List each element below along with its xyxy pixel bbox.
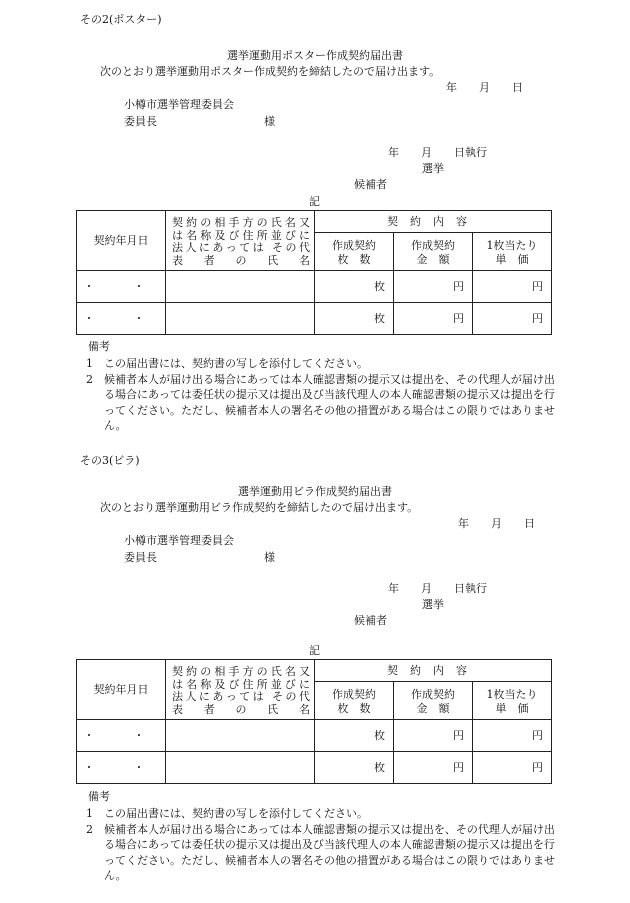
addressee-honorific: 様 <box>264 551 275 564</box>
row-date[interactable]: ・ ・ <box>77 752 166 784</box>
sub-amount: 作成契約 金 額 <box>394 682 473 720</box>
remarks-list <box>86 806 556 884</box>
sub-amount: 作成契約 金 額 <box>394 233 473 271</box>
ki-label: 記 <box>309 644 320 657</box>
form-title: 選挙運動用ポスター作成契約届出書 <box>227 49 403 62</box>
form-title: 選挙運動用ビラ作成契約届出書 <box>238 485 392 498</box>
row-amount[interactable]: 円 <box>394 752 473 784</box>
election-date: 年 月 日執行 <box>388 146 487 159</box>
sub-unit-price: 1枚当たり 単 価 <box>473 682 552 720</box>
col-contract-date: 契約年月日 <box>77 660 166 720</box>
col-contract-content: 契約内容 <box>315 660 552 682</box>
row-count[interactable]: 枚 <box>315 303 394 335</box>
section-label: その2(ポスター) <box>80 13 162 26</box>
row-amount[interactable]: 円 <box>394 271 473 303</box>
ki-label: 記 <box>309 195 320 208</box>
intro-text: 次のとおり選挙運動用ポスター作成契約を締結したので届け出ます。 <box>100 65 441 78</box>
row-date[interactable]: ・ ・ <box>77 271 166 303</box>
election-label: 選挙 <box>422 598 444 611</box>
election-date: 年 月 日執行 <box>388 582 487 595</box>
sub-count: 作成契約 枚 数 <box>315 682 394 720</box>
row-count[interactable]: 枚 <box>315 720 394 752</box>
candidate-label: 候補者 <box>354 178 387 191</box>
contract-table <box>76 210 552 335</box>
table-row <box>77 303 552 335</box>
row-amount[interactable]: 円 <box>394 720 473 752</box>
table-row <box>77 271 552 303</box>
col-contract-content: 契約内容 <box>315 211 552 233</box>
row-unit-price[interactable]: 円 <box>473 720 552 752</box>
section-label: その3(ビラ) <box>80 454 140 467</box>
remark-item: 1 この届出書には、契約書の写しを添付してください。 <box>86 807 368 820</box>
col-contract-party: 契約の相手方の氏名又 は名称及び住所並びに 法人にあっては その代 表 者 の 氏 名 <box>166 211 315 271</box>
candidate-label: 候補者 <box>354 614 387 627</box>
contract-table <box>76 659 552 784</box>
row-count[interactable]: 枚 <box>315 752 394 784</box>
table-row <box>77 720 552 752</box>
row-amount[interactable]: 円 <box>394 303 473 335</box>
sub-count: 作成契約 枚 数 <box>315 233 394 271</box>
addressee-org: 小樽市選挙管理委員会 <box>124 534 234 547</box>
submission-date: 年 月 日 <box>446 81 523 94</box>
addressee-org: 小樽市選挙管理委員会 <box>124 98 234 111</box>
row-unit-price[interactable]: 円 <box>473 271 552 303</box>
row-party[interactable] <box>166 720 315 752</box>
row-unit-price[interactable]: 円 <box>473 752 552 784</box>
intro-text: 次のとおり選挙運動用ビラ作成契約を締結したので届け出ます。 <box>100 501 419 514</box>
remark-item: 2 候補者本人が届け出る場合にあっては本人確認書類の提示又は提出を、その代理人が届け出る場合にあっては委任状の提示又は提出及び当該代理人の本人確認書類の提示又は提出を行ってください。ただし、候補者本人の署名その他の措置がある場合はこの限りではありません。 <box>86 372 555 432</box>
remarks-title: 備考 <box>88 790 110 803</box>
row-unit-price[interactable]: 円 <box>473 303 552 335</box>
table-row <box>77 752 552 784</box>
row-date[interactable]: ・ ・ <box>77 720 166 752</box>
addressee-title: 委員長 <box>124 115 157 128</box>
row-count[interactable]: 枚 <box>315 271 394 303</box>
addressee-honorific: 様 <box>264 115 275 128</box>
addressee-title: 委員長 <box>124 551 157 564</box>
election-label: 選挙 <box>422 162 444 175</box>
sub-unit-price: 1枚当たり 単 価 <box>473 233 552 271</box>
row-party[interactable] <box>166 752 315 784</box>
remark-item: 2 候補者本人が届け出る場合にあっては本人確認書類の提示又は提出を、その代理人が届け出る場合にあっては委任状の提示又は提出及び当該代理人の本人確認書類の提示又は提出を行ってください。ただし、候補者本人の署名その他の措置がある場合はこの限りではありません。 <box>86 822 555 882</box>
remarks-title: 備考 <box>88 340 110 353</box>
row-party[interactable] <box>166 303 315 335</box>
remark-item: 1 この届出書には、契約書の写しを添付してください。 <box>86 357 368 370</box>
col-contract-party: 契約の相手方の氏名又 は名称及び住所並びに 法人にあっては その代 表 者 の 氏 名 <box>166 660 315 720</box>
col-contract-date: 契約年月日 <box>77 211 166 271</box>
submission-date: 年 月 日 <box>458 517 535 530</box>
row-date[interactable]: ・ ・ <box>77 303 166 335</box>
row-party[interactable] <box>166 271 315 303</box>
remarks-list <box>86 356 556 434</box>
